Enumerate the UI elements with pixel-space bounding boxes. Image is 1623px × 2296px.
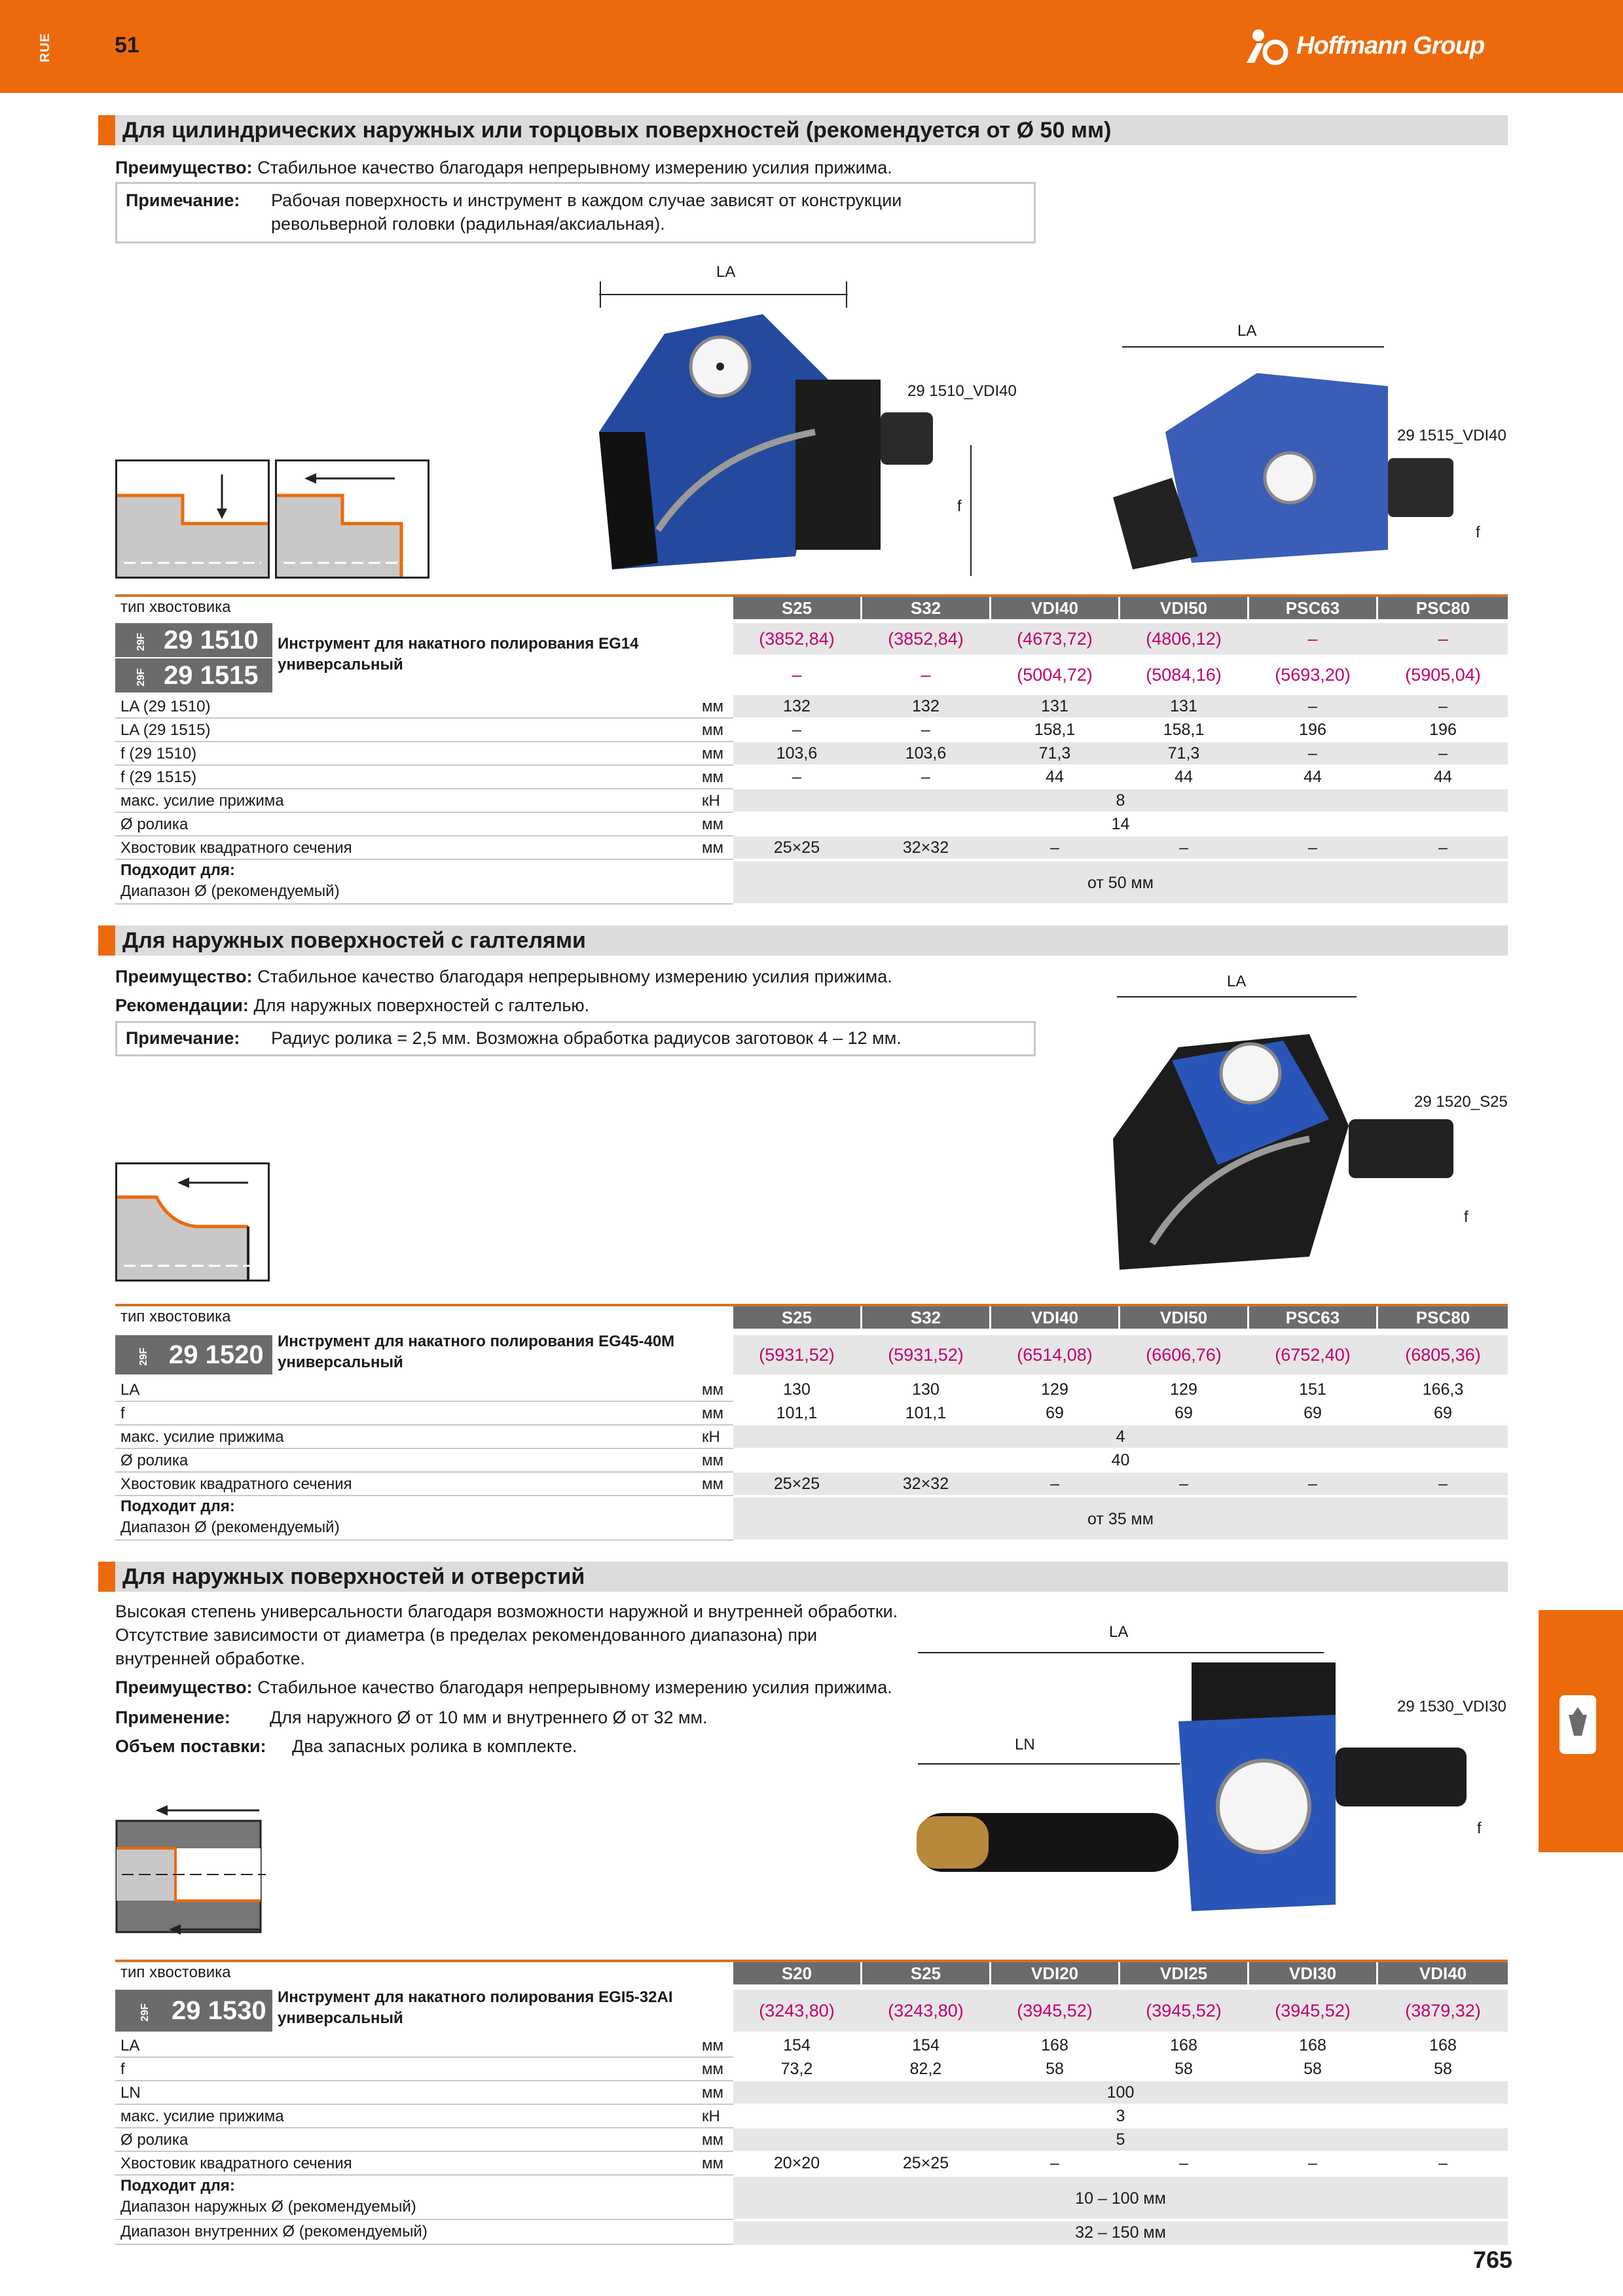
s3-img-label: 29 1530_VDI30 <box>1397 1698 1506 1715</box>
price-cell[interactable]: (5905,04) <box>1405 665 1481 685</box>
spec-cell: 154 <box>912 2036 939 2054</box>
s2-rec-label: Рекомендации: <box>115 996 249 1015</box>
spec-label: LA <box>120 1381 140 1399</box>
spec-cell: 25×25 <box>773 1475 820 1493</box>
divider <box>115 2080 733 2081</box>
spec-cell: 25×25 <box>773 838 820 857</box>
product-image-291515 <box>1113 347 1467 576</box>
price-cell[interactable]: (6514,08) <box>1017 1345 1093 1365</box>
spec-cell: 168 <box>1429 2036 1457 2054</box>
spec-cell: 44 <box>1175 768 1193 786</box>
dimension-arrow-icon <box>961 445 981 576</box>
s3-f-label: f <box>1477 1820 1482 1837</box>
s3-col-3: VDI25 <box>1120 1962 1247 1984</box>
logo-icon <box>1244 26 1290 65</box>
spec-cell: 168 <box>1170 2036 1197 2054</box>
article-prefix: 29F <box>139 2003 151 2022</box>
spec-cell: – <box>1050 2154 1059 2172</box>
spec-cell: 130 <box>783 1380 811 1399</box>
spec-cell-span: 8 <box>1116 791 1125 810</box>
section-1-title: Для цилиндрических наружных или торцовых поверхностей (рекомендуется от Ø 50 мм) <box>122 118 1112 143</box>
spec-cell: 71,3 <box>1167 744 1200 762</box>
spec-cell-span: 100 <box>1106 2083 1135 2102</box>
spec-cell: – <box>1308 838 1317 857</box>
price-cell[interactable]: – <box>792 665 802 685</box>
side-code: RUE <box>38 33 52 63</box>
brand-logo <box>1244 26 1484 65</box>
s1-col-5: PSC80 <box>1378 597 1508 619</box>
section-2-title: Для наружных поверхностей с галтелями <box>122 928 586 953</box>
spec-unit: мм <box>702 1475 723 1493</box>
suitable-label: Подходит для: <box>120 2177 235 2195</box>
spec-cell: 196 <box>1299 721 1326 739</box>
s3-use-label: Применение: <box>115 1708 230 1727</box>
divider <box>115 717 733 719</box>
spec-cell: 168 <box>1041 2036 1068 2054</box>
spec-label: Хвостовик квадратного сечения <box>120 2155 352 2172</box>
price-cell[interactable]: (5004,72) <box>1017 665 1093 685</box>
spec-cell: – <box>1179 838 1188 857</box>
spec-label: f <box>120 1405 125 1422</box>
s3-ln-dimension <box>918 1754 1180 1774</box>
spec-cell: 69 <box>1175 1404 1193 1422</box>
spec-cell: 196 <box>1429 721 1457 739</box>
spec-cell: 69 <box>1434 1404 1452 1422</box>
spec-cell: 151 <box>1299 1380 1326 1399</box>
s2-col-0: S25 <box>733 1306 860 1329</box>
spec-cell-span: 3 <box>1116 2107 1125 2125</box>
spec-cell: – <box>921 768 930 786</box>
spec-cell: 25×25 <box>902 2154 949 2172</box>
s2-la-label: LA <box>1227 973 1247 990</box>
product-image-291520 <box>1113 1008 1467 1283</box>
dimension-arrow-icon <box>918 1643 1324 1662</box>
spec-cell: 32×32 <box>902 1475 949 1493</box>
s3-price-row <box>733 1990 1508 2032</box>
s2-note-label: Примечание: <box>126 1028 240 1048</box>
article-291530[interactable] <box>115 1990 272 2032</box>
s2-rec-text: Для наружных поверхностей с галтелью. <box>253 996 590 1015</box>
spec-unit: мм <box>702 721 723 739</box>
spec-cell: – <box>1179 1475 1188 1493</box>
divider <box>115 812 733 813</box>
price-cell[interactable]: (5693,20) <box>1275 665 1351 685</box>
spec-cell-span: 40 <box>1111 1451 1130 1469</box>
spec-cell: 131 <box>1170 697 1197 715</box>
spec-cell: 154 <box>783 2036 811 2054</box>
spec-label: f <box>120 2060 125 2078</box>
s1-shank-label: тип хвостовика <box>120 598 231 616</box>
spec-cell: 69 <box>1046 1404 1064 1422</box>
spec-cell: 103,6 <box>776 744 818 762</box>
spec-label: Ø ролика <box>120 816 189 833</box>
s2-note-text: Радиус ролика = 2,5 мм. Возможна обработка радиусов заготовок 4 – 12 мм. <box>271 1028 902 1048</box>
s3-la-label: LA <box>1109 1623 1129 1641</box>
page-number-bottom: 765 <box>1473 2246 1513 2273</box>
suitable-label: Подходит для: <box>120 1498 235 1515</box>
spec-unit: кН <box>702 2108 720 2125</box>
spec-cell: 20×20 <box>773 2154 820 2172</box>
spec-cell: 158,1 <box>1034 721 1076 739</box>
spec-unit: мм <box>702 2131 723 2149</box>
spec-cell: – <box>1308 697 1317 715</box>
tool-photo-icon <box>599 281 939 576</box>
spec-cell: – <box>1438 697 1448 715</box>
fillet-diagram-icon <box>117 1164 268 1280</box>
article-number: 29 1520 <box>169 1340 264 1369</box>
s3-use-text: Для наружного Ø от 10 мм и внутреннего Ø от 32 мм. <box>270 1708 708 1727</box>
s2-col-1: S32 <box>862 1306 989 1329</box>
s1-diagram-axial <box>275 459 429 579</box>
spec-label: f (29 1510) <box>120 745 197 762</box>
spec-cell: 132 <box>783 697 811 715</box>
divider <box>115 2244 733 2245</box>
spec-unit: мм <box>702 1452 723 1469</box>
article-number: 29 1515 <box>164 661 259 690</box>
divider <box>115 764 733 766</box>
spec-cell: 58 <box>1046 2060 1064 2078</box>
spec-unit: кН <box>702 1428 720 1446</box>
spec-unit: мм <box>702 1405 723 1422</box>
divider <box>115 903 733 905</box>
price-cell[interactable]: – <box>1307 629 1318 649</box>
divider <box>115 835 733 836</box>
spec-unit: мм <box>702 2060 723 2078</box>
product-image-291510 <box>599 281 939 576</box>
article-291510[interactable] <box>115 623 272 657</box>
s1-col-0: S25 <box>733 597 860 619</box>
divider <box>115 1495 733 1496</box>
s2-col-3: VDI50 <box>1120 1306 1247 1329</box>
section-1-marker <box>98 115 115 145</box>
spec-unit: мм <box>702 816 723 833</box>
spec-cell: – <box>792 721 801 739</box>
price-cell[interactable]: (3243,80) <box>888 2001 964 2020</box>
divider <box>115 2151 733 2152</box>
section-2-marker <box>98 925 115 956</box>
spec-cell: 132 <box>912 697 939 715</box>
price-cell[interactable]: (3852,84) <box>759 629 835 649</box>
spec-label: макс. усилие прижима <box>120 2108 284 2125</box>
divider <box>115 859 733 860</box>
spec-label: LA <box>120 2037 140 2054</box>
article-prefix: 29F <box>136 668 147 687</box>
product-image-291530 <box>917 1656 1480 1931</box>
spec-unit: мм <box>702 1381 723 1399</box>
s1-advantage-label: Преимущество: <box>115 158 253 177</box>
spec-label: Ø ролика <box>120 1452 189 1469</box>
price-cell[interactable]: – <box>1438 629 1448 649</box>
s3-col-5: VDI40 <box>1378 1962 1508 1984</box>
spec-cell: 73,2 <box>780 2060 813 2078</box>
price-cell[interactable]: (3945,52) <box>1146 2001 1222 2020</box>
spec-cell: – <box>1438 2154 1448 2172</box>
spec-label: макс. усилие прижима <box>120 792 284 810</box>
img1-label: 29 1510_VDI40 <box>907 382 1017 400</box>
s3-col-4: VDI30 <box>1249 1962 1376 1984</box>
s1-f2-label: f <box>1476 524 1480 541</box>
divider <box>115 2127 733 2128</box>
s1-la-dimension <box>599 281 848 308</box>
price-cell[interactable]: (5931,52) <box>759 1345 835 1365</box>
divider <box>115 1401 733 1402</box>
s2-col-4: PSC63 <box>1249 1306 1376 1329</box>
article-291520[interactable] <box>115 1335 272 1374</box>
s2-shank-label: тип хвостовика <box>120 1308 231 1325</box>
s3-scope-text: Два запасных ролика в комплекте. <box>292 1736 577 1756</box>
price-cell[interactable]: (4673,72) <box>1017 629 1093 649</box>
divider <box>115 788 733 789</box>
s2-col-2: VDI40 <box>991 1306 1118 1329</box>
spec-cell: 103,6 <box>905 744 947 762</box>
spec-cell: – <box>1438 1475 1448 1493</box>
spec-label: LA (29 1515) <box>120 721 211 739</box>
price-cell[interactable]: (6805,36) <box>1405 1345 1481 1365</box>
spec-cell: – <box>1050 838 1059 857</box>
spec-cell: 44 <box>1304 768 1322 786</box>
price-cell[interactable]: (3852,84) <box>888 629 964 649</box>
s1-col-2: VDI40 <box>991 597 1118 619</box>
spec-cell-span: 14 <box>1111 815 1130 833</box>
spec-cell: – <box>921 721 930 739</box>
s3-advantage-text: Стабильное качество благодаря непрерывному измерению усилия прижима. <box>257 1677 892 1697</box>
s2-advantage-label: Преимущество: <box>115 967 253 986</box>
spec-cell: 32×32 <box>902 838 949 857</box>
divider <box>115 2056 733 2058</box>
axial-diagram-icon <box>277 461 428 577</box>
spec-cell: 58 <box>1304 2060 1322 2078</box>
range-label: Диапазон Ø (рекомендуемый) <box>120 882 340 900</box>
turning-tool-icon <box>1559 1695 1596 1754</box>
spec-cell: – <box>1438 744 1448 762</box>
s1-note-line1: Рабочая поверхность и инструмент в каждом случае зависят от конструкции <box>271 190 902 210</box>
spec-cell: 44 <box>1434 768 1452 786</box>
s1-col-3: VDI50 <box>1120 597 1247 619</box>
spec-unit: мм <box>702 839 723 857</box>
img2-label: 29 1515_VDI40 <box>1397 427 1506 444</box>
spec-label: макс. усилие прижима <box>120 1428 284 1446</box>
s3-desc2: универсальный <box>278 2009 403 2027</box>
s3-diagram-bore <box>115 1801 272 1939</box>
spec-cell: 44 <box>1046 768 1064 786</box>
s2-price-row <box>733 1335 1508 1374</box>
divider <box>115 2219 733 2220</box>
bore-diagram-icon <box>115 1801 272 1939</box>
spec-label: Хвостовик квадратного сечения <box>120 839 352 857</box>
divider <box>115 741 733 742</box>
spec-cell-span: 4 <box>1116 1427 1125 1446</box>
s2-col-5: PSC80 <box>1378 1306 1508 1329</box>
s1-desc2: универсальный <box>278 656 403 673</box>
price-cell[interactable]: (5931,52) <box>888 1345 964 1365</box>
s3-la-dimension <box>918 1643 1324 1662</box>
section-3-marker <box>98 1562 115 1592</box>
s3-ln-label: LN <box>1015 1736 1035 1753</box>
s3-intro-2: Отсутствие зависимости от диаметра (в пределах рекомендованного диапазона) при <box>115 1625 818 1645</box>
spec-cell: 71,3 <box>1038 744 1071 762</box>
s1-la2-label: LA <box>1237 322 1257 340</box>
s2-desc2: универсальный <box>278 1354 403 1371</box>
s2-advantage-text: Стабильное качество благодаря непрерывному измерению усилия прижима. <box>257 967 892 986</box>
s3-desc1: Инструмент для накатного полирования EGI5-32AI <box>278 1988 673 2006</box>
s1-f-label: f <box>957 497 962 515</box>
divider <box>115 2104 733 2105</box>
price-cell[interactable]: (5084,16) <box>1146 665 1222 685</box>
spec-cell: 58 <box>1175 2060 1193 2078</box>
s3-shank-label: тип хвостовика <box>120 1964 231 1981</box>
spec-cell: 69 <box>1304 1404 1322 1422</box>
tool-photo-icon <box>1113 1008 1467 1283</box>
s3-col-1: S25 <box>862 1962 989 1984</box>
divider <box>115 1448 733 1449</box>
spec-unit: мм <box>702 2084 723 2102</box>
spec-cell: – <box>1308 744 1317 762</box>
suitable-label: Подходит для: <box>120 861 235 879</box>
radial-diagram-icon <box>117 461 268 577</box>
spec-cell: 168 <box>1299 2036 1326 2054</box>
divider <box>115 2174 733 2176</box>
s1-diagram-radial <box>115 459 270 579</box>
s1-desc1: Инструмент для накатного полирования EG14 <box>278 635 639 653</box>
price-cell[interactable]: (4806,12) <box>1146 629 1222 649</box>
s3-advantage <box>115 1676 892 1699</box>
spec-cell: 129 <box>1041 1380 1068 1399</box>
range-outer-value: 10 – 100 мм <box>1075 2189 1166 2208</box>
spec-cell: 158,1 <box>1163 721 1205 739</box>
spec-cell: – <box>1050 1475 1059 1493</box>
s3-advantage-label: Преимущество: <box>115 1677 253 1697</box>
article-prefix: 29F <box>138 1347 149 1366</box>
s1-price-row-1 <box>733 623 1508 655</box>
divider <box>115 1539 733 1541</box>
s1-col-4: PSC63 <box>1249 597 1376 619</box>
spec-cell: – <box>1179 2154 1188 2172</box>
spec-unit: мм <box>702 2155 723 2172</box>
tool-photo-icon <box>1113 347 1467 576</box>
s2-advantage <box>115 965 892 988</box>
spec-cell: – <box>1308 2154 1317 2172</box>
spec-label: LN <box>120 2084 141 2102</box>
s2-img-label: 29 1520_S25 <box>1414 1093 1508 1111</box>
s2-desc1: Инструмент для накатного полирования EG45-40M <box>278 1333 675 1350</box>
spec-label: Ø ролика <box>120 2131 189 2149</box>
range-value: от 50 мм <box>1087 874 1154 892</box>
spec-cell: 82,2 <box>909 2060 942 2078</box>
article-number: 29 1510 <box>164 626 259 655</box>
s3-col-2: VDI20 <box>991 1962 1118 1984</box>
dimension-arrow-icon <box>599 281 848 308</box>
dimension-arrow-icon <box>918 1754 1180 1774</box>
spec-unit: мм <box>702 768 723 786</box>
s2-recommendation <box>115 994 589 1017</box>
s1-advantage-text: Стабильное качество благодаря непрерывному измерению усилия прижима. <box>257 158 892 177</box>
spec-cell: 130 <box>912 1380 939 1399</box>
logo-text: Hoffmann Group <box>1296 31 1485 60</box>
spec-unit: мм <box>702 698 723 715</box>
spec-cell: 101,1 <box>905 1404 947 1422</box>
s3-intro-1: Высокая степень универсальности благодаря возможности наружной и внутренней обработки. <box>115 1602 898 1621</box>
spec-cell: – <box>792 768 801 786</box>
range-value: от 35 мм <box>1087 1510 1154 1528</box>
tool-photo-icon <box>917 1656 1480 1931</box>
article-number: 29 1530 <box>172 1996 266 2025</box>
article-291515[interactable] <box>115 658 272 692</box>
spec-unit: кН <box>702 792 720 810</box>
spec-cell: 166,3 <box>1422 1380 1464 1399</box>
spec-label: f (29 1515) <box>120 768 197 786</box>
s1-note-label: Примечание: <box>126 190 240 210</box>
spec-cell: 101,1 <box>776 1404 818 1422</box>
s3-col-0: S20 <box>733 1962 860 1984</box>
spec-cell: 129 <box>1170 1380 1197 1399</box>
s3-intro-3: внутренней обработке. <box>115 1649 305 1668</box>
spec-label: LA (29 1510) <box>120 698 211 715</box>
tool-category-icon <box>1559 1695 1596 1754</box>
range-inner-value: 32 – 150 мм <box>1075 2223 1166 2242</box>
spec-cell-span: 5 <box>1116 2130 1125 2149</box>
price-cell[interactable]: (3243,80) <box>759 2001 835 2020</box>
s1-col-1: S32 <box>862 597 989 619</box>
price-cell[interactable]: (3879,32) <box>1405 2001 1481 2020</box>
spec-cell: 58 <box>1434 2060 1452 2078</box>
s1-note-line2: револьверной головки (радильная/аксиальная). <box>271 214 665 234</box>
price-cell[interactable]: – <box>921 665 931 685</box>
range-label: Диапазон Ø (рекомендуемый) <box>120 1518 340 1536</box>
s1-la-label: LA <box>716 263 736 281</box>
spec-cell: 131 <box>1041 697 1068 715</box>
s3-scope-label: Объем поставки: <box>115 1736 266 1756</box>
section-3-title: Для наружных поверхностей и отверстий <box>122 1564 585 1589</box>
s1-advantage <box>115 156 892 179</box>
divider <box>115 1424 733 1426</box>
s1-f-dimension <box>961 445 981 576</box>
s2-f-label: f <box>1464 1208 1468 1226</box>
price-cell[interactable]: (3945,52) <box>1275 2001 1351 2020</box>
spec-unit: мм <box>702 2037 723 2054</box>
price-cell[interactable]: (3945,52) <box>1017 2001 1093 2020</box>
spec-label: Хвостовик квадратного сечения <box>120 1475 352 1493</box>
article-prefix: 29F <box>136 632 147 651</box>
price-cell[interactable]: (6752,40) <box>1275 1345 1351 1365</box>
divider <box>115 1471 733 1473</box>
spec-cell: – <box>1308 1475 1317 1493</box>
s2-diagram-fillet <box>115 1162 270 1282</box>
range-outer-label: Диапазон наружных Ø (рекомендуемый) <box>120 2198 416 2215</box>
s1-price-row-2 <box>733 658 1508 691</box>
spec-cell: – <box>1438 838 1448 857</box>
range-inner-label: Диапазон внутренних Ø (рекомендуемый) <box>120 2223 428 2240</box>
spec-unit: мм <box>702 745 723 762</box>
price-cell[interactable]: (6606,76) <box>1146 1345 1222 1365</box>
page-number-top: 51 <box>115 33 139 58</box>
